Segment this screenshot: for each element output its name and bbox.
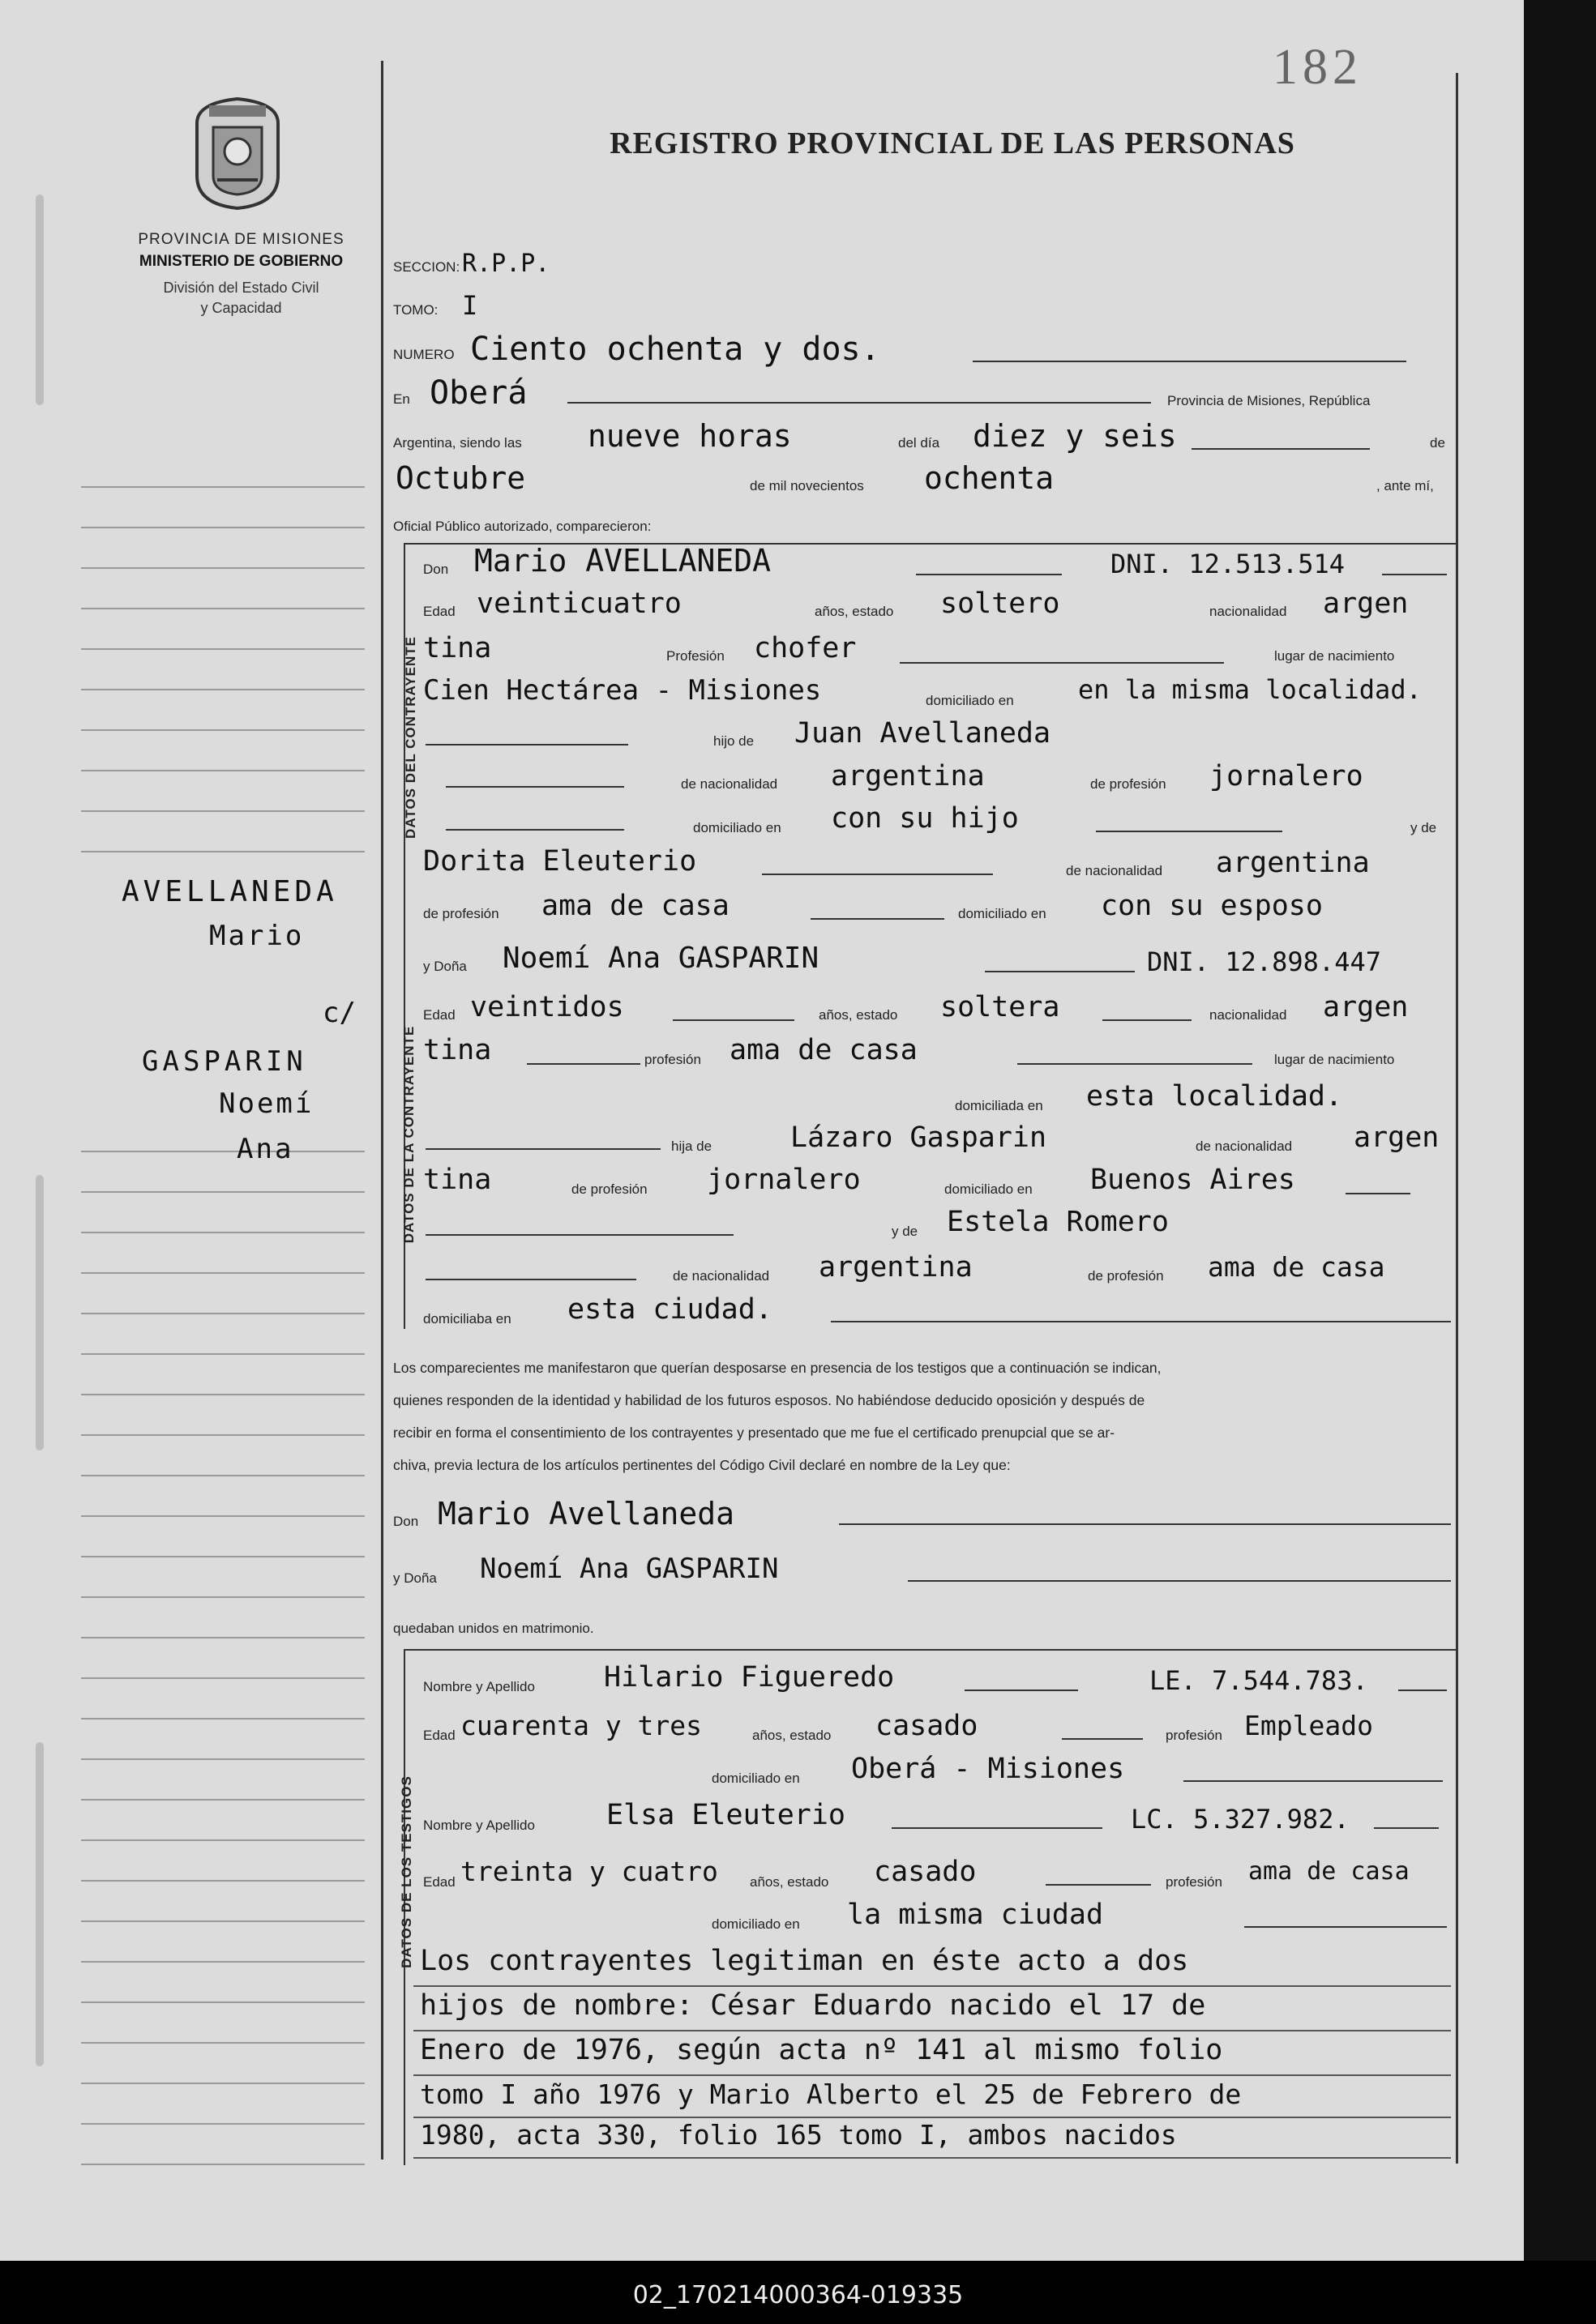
t2-dom: la misma ciudad [847, 1899, 1104, 1931]
t1-dom-line [1183, 1780, 1443, 1782]
contrayenta-padre: Lázaro Gasparin [790, 1121, 1047, 1154]
declaration-line1: Los comparecientes me manifestaron que querían desposarse en presencia de los testigos que a continuación se indican, [393, 1360, 1162, 1376]
t1-prof: Empleado [1244, 1710, 1373, 1741]
contrayente-edad: veinticuatro [477, 587, 682, 620]
org-name-line3: División del Estado Civil [163, 280, 319, 296]
t1-estado: casado [875, 1710, 978, 1742]
contrayente-madre-prof: ama de casa [541, 890, 730, 922]
t1-dom: Oberá - Misiones [851, 1753, 1125, 1785]
madre-line [762, 874, 993, 875]
contrayenta-nombre-line [985, 971, 1135, 972]
t2-prof-label: profesión [1166, 1874, 1222, 1890]
contrayente-anos-label: años, estado [815, 604, 894, 619]
declaration-don-label: Don [393, 1514, 419, 1529]
t1-nombre: Hilario Figueredo [604, 1661, 895, 1694]
tomo-value: I [462, 290, 478, 321]
notes-line1-rule [413, 1985, 1451, 1987]
declaration-don-line [839, 1523, 1451, 1525]
t1-doc-line [1398, 1690, 1447, 1691]
contrayenta-padre-nac-label: de nacionalidad [1196, 1139, 1293, 1154]
t2-edad: treinta y cuatro [460, 1856, 718, 1887]
dia-value: diez y seis [973, 418, 1177, 454]
y-de-line [426, 1234, 734, 1236]
contrayente-nombre-line [916, 574, 1062, 575]
hija-line [426, 1148, 661, 1150]
contrayente-madre-prof-label: de profesión [423, 906, 499, 921]
t2-dom-label: domiciliado en [712, 1916, 800, 1932]
contrayenta-edad: veintidos [470, 991, 624, 1023]
en-value: Oberá [430, 374, 528, 412]
contrayenta-padre-nac-a: argen [1354, 1121, 1440, 1154]
contrayenta-padre-prof: jornalero [707, 1164, 861, 1196]
t2-nombre-line [892, 1827, 1102, 1829]
en-label: En [393, 391, 410, 407]
contrayenta-profesion: ama de casa [730, 1034, 918, 1066]
org-name-line2: MINISTERIO DE GOBIERNO [139, 253, 344, 270]
notes-line1: Los contrayentes legitiman en éste acto a dos [420, 1945, 1189, 1977]
contrayenta-nombre: Noemí Ana GASPARIN [503, 942, 819, 975]
contrayenta-edad-line [673, 1019, 794, 1021]
contrayenta-madre-prof: ama de casa [1208, 1251, 1385, 1283]
padre-dom-tail-line [1096, 831, 1282, 832]
t1-doc: LE. 7.544.783. [1149, 1665, 1368, 1696]
contrayente-y-de-label: y de [1410, 820, 1437, 835]
t1-edad: cuarenta y tres [460, 1710, 703, 1741]
contrayenta-lugar-label: lugar de nacimiento [1274, 1052, 1395, 1067]
contrayente-nombre: Mario AVELLANEDA [474, 543, 772, 579]
contrayente-dom-label: domiciliado en [926, 693, 1014, 708]
declaration-line2: quienes responden de la identidad y habilidad de los futuros esposos. No habiéndose deducido oposición y después de [393, 1392, 1145, 1408]
contrayente-doc-line [1382, 574, 1447, 575]
t1-nombre-line [965, 1690, 1078, 1691]
contrayenta-nac-line [527, 1063, 640, 1065]
declaration-line4: chiva, previa lectura de los artículos pertinentes del Código Civil declaré en nombre de la Ley que: [393, 1457, 1011, 1473]
contrayente-padre-nac: argentina [831, 760, 985, 792]
t1-dom-label: domiciliado en [712, 1771, 800, 1786]
t2-estado-line [1046, 1884, 1151, 1886]
image-caption: 02_170214000364-019335 [632, 2281, 964, 2309]
t1-anos-label: años, estado [752, 1728, 832, 1743]
seccion-value: R.P.P. [462, 250, 550, 278]
ante-label: , ante mí, [1376, 478, 1434, 493]
notes-line4-rule [413, 2117, 1451, 2118]
contrayenta-dom-label: domiciliada en [955, 1098, 1043, 1113]
contrayenta-anos-label: años, estado [819, 1007, 898, 1023]
margin-note-line3: c/ [323, 997, 356, 1029]
margin-note-line2: Mario [209, 920, 305, 952]
hijo-line [426, 744, 628, 745]
contrayente-hijo-label: hijo de [713, 733, 755, 749]
mil-label: de mil novecientos [750, 478, 864, 493]
numero-label: NUMERO [393, 347, 455, 362]
contrayente-don-label: Don [423, 562, 449, 577]
contrayenta-y-de-label: y de [892, 1224, 918, 1239]
contrayenta-padre-dom-label: domiciliado en [944, 1181, 1033, 1197]
de-label: de [1430, 435, 1445, 451]
contrayente-lugar: Cien Hectárea - Misiones [423, 674, 822, 707]
contrayente-madre-dom-label: domiciliado en [958, 906, 1046, 921]
contrayenta-madre-dom: esta ciudad. [567, 1293, 772, 1326]
contrayenta-dona-label: y Doña [423, 959, 467, 974]
contrayenta-padre-nac-b: tina [423, 1164, 492, 1196]
org-name-line4: y Capacidad [200, 300, 282, 316]
declaration-dona-label: y Doña [393, 1570, 437, 1586]
margin-note-line5: Noemí [219, 1087, 314, 1120]
contrayenta-domicilio: esta localidad. [1086, 1080, 1343, 1113]
t2-dom-line [1244, 1926, 1447, 1928]
margin-note-line4: GASPARIN [142, 1045, 307, 1078]
contrayenta-estado: soltera [940, 991, 1060, 1023]
t2-anos-label: años, estado [750, 1874, 829, 1890]
contrayenta-madre-prof-label: de profesión [1088, 1268, 1164, 1284]
contrayente-padre-nac-label: de nacionalidad [681, 776, 778, 792]
contrayente-domicilio: en la misma localidad. [1078, 674, 1422, 705]
declaration-line3: recibir en forma el consentimiento de los contrayentes y presentado que me fue el certificado prenupcial que se ar- [393, 1425, 1115, 1441]
t1-edad-label: Edad [423, 1728, 456, 1743]
notes-line3-rule [413, 2074, 1451, 2076]
testigos-side-label: DATOS DE LOS TESTIGOS [399, 1775, 414, 1968]
contrayenta-padre-dom-line [1346, 1193, 1410, 1194]
notes-line2: hijos de nombre: César Eduardo nacido el 17 de [420, 1989, 1206, 2022]
contrayente-padre-prof: jornalero [1209, 760, 1363, 792]
contrayenta-madre-nac: argentina [819, 1251, 973, 1284]
contrayente-prof-label: Profesión [666, 648, 725, 664]
form-left-border [381, 61, 383, 2160]
t2-estado: casado [874, 1856, 977, 1888]
margin-note-line6: Ana [237, 1133, 294, 1165]
provincial-seal-icon [185, 91, 290, 212]
contrayente-padre: Juan Avellaneda [794, 717, 1051, 750]
t2-nombre: Elsa Eleuterio [606, 1799, 846, 1831]
provincia-label: Provincia de Misiones, República [1167, 393, 1371, 408]
notes-line2-rule [413, 2030, 1451, 2031]
contrayenta-nac-b: tina [423, 1034, 492, 1066]
contrayenta-madre-nac-label: de nacionalidad [673, 1268, 770, 1284]
margin-note-line1: AVELLANEDA [122, 875, 338, 908]
contrayenta-prof-label: profesión [644, 1052, 701, 1067]
contrayente-madre-dom: con su esposo [1101, 890, 1323, 922]
madre-prof-line [811, 918, 944, 920]
contrayente-nac-label: nacionalidad [1209, 604, 1287, 619]
contrayente-doc: DNI. 12.513.514 [1110, 549, 1345, 579]
declaration-don-value: Mario Avellaneda [438, 1496, 735, 1532]
t2-prof: ama de casa [1248, 1857, 1410, 1886]
notes-line5: 1980, acta 330, folio 165 tomo I, ambos nacidos [420, 2119, 1177, 2151]
en-line [567, 402, 1151, 404]
declaration-dona-value: Noemí Ana GASPARIN [480, 1553, 779, 1585]
binding-hole [36, 194, 44, 405]
contrayenta-prof-line [1017, 1063, 1252, 1065]
dia-line [1192, 448, 1370, 450]
anio-value: ochenta [924, 460, 1055, 496]
unidos-text: quedaban unidos en matrimonio. [393, 1621, 594, 1636]
t2-edad-label: Edad [423, 1874, 456, 1890]
notes-line3: Enero de 1976, según acta nº 141 al mismo folio [420, 2034, 1223, 2066]
contrayente-padre-prof-label: de profesión [1090, 776, 1166, 792]
notes-line5-rule [413, 2157, 1451, 2159]
padre-nac-line [446, 786, 624, 788]
horas-value: nueve horas [588, 418, 792, 454]
contrayenta-hija-label: hija de [671, 1139, 712, 1154]
contrayente-madre-nac: argentina [1216, 847, 1370, 879]
contrayenta-estado-line [1102, 1019, 1192, 1021]
contrayenta-doc: DNI. 12.898.447 [1147, 946, 1381, 977]
contrayenta-nac-a: argen [1323, 991, 1409, 1023]
argentina-label: Argentina, siendo las [393, 435, 522, 451]
contrayenta-madre-dom-label: domiciliaba en [423, 1311, 511, 1326]
contrayenta-padre-prof-label: de profesión [571, 1181, 648, 1197]
contrayente-madre-nac-label: de nacionalidad [1066, 863, 1163, 878]
contrayenta-nac-label: nacionalidad [1209, 1007, 1287, 1023]
t2-nombre-label: Nombre y Apellido [423, 1818, 535, 1833]
page-edge-shadow [1524, 0, 1596, 2261]
mes-value: Octubre [396, 460, 526, 496]
padre-dom-line [446, 829, 624, 831]
binding-hole [36, 1742, 44, 2066]
contrayente-estado: soltero [940, 587, 1060, 620]
tomo-label: TOMO: [393, 302, 439, 318]
numero-line [973, 361, 1406, 362]
contrayente-profesion: chofer [754, 632, 857, 664]
t1-prof-label: profesión [1166, 1728, 1222, 1743]
contrayenta-side-label: DATOS DE LA CONTRAYENTE [401, 1025, 417, 1244]
binding-hole [36, 1175, 44, 1450]
t1-nombre-label: Nombre y Apellido [423, 1679, 535, 1694]
declaration-dona-line [908, 1580, 1451, 1582]
contrayenta-padre-dom: Buenos Aires [1090, 1164, 1295, 1196]
contrayente-side-label: DATOS DEL CONTRAYENTE [403, 636, 418, 839]
page-title: REGISTRO PROVINCIAL DE LAS PERSONAS [610, 126, 1295, 160]
contrayente-padre-dom-label: domiciliado en [693, 820, 781, 835]
t1-estado-line [1062, 1738, 1143, 1740]
contrayenta-madre-dom-line [831, 1321, 1451, 1322]
contrayenta-madre: Estela Romero [947, 1206, 1169, 1238]
contrayente-madre: Dorita Eleuterio [423, 845, 697, 878]
numero-value: Ciento ochenta y dos. [470, 331, 880, 368]
contrayente-nac-b: tina [423, 632, 492, 664]
seccion-label: SECCION: [393, 259, 460, 275]
contrayente-prof-line [900, 662, 1224, 664]
oficial-label: Oficial Público autorizado, comparecieron: [393, 519, 652, 534]
contrayente-nac-a: argen [1323, 587, 1409, 620]
contrayente-edad-label: Edad [423, 604, 456, 619]
madre-nac-line [426, 1279, 636, 1280]
del-dia-label: del día [898, 435, 940, 451]
contrayente-padre-dom: con su hijo [831, 802, 1019, 835]
t2-doc-line [1374, 1827, 1439, 1829]
page-number: 182 [1273, 40, 1363, 95]
org-name-line1: PROVINCIA DE MISIONES [138, 231, 344, 248]
notes-line4: tomo I año 1976 y Mario Alberto el 25 de Febrero de [420, 2078, 1242, 2110]
contrayente-lugar-label: lugar de nacimiento [1274, 648, 1395, 664]
t2-doc: LC. 5.327.982. [1131, 1804, 1350, 1835]
contrayenta-edad-label: Edad [423, 1007, 456, 1023]
